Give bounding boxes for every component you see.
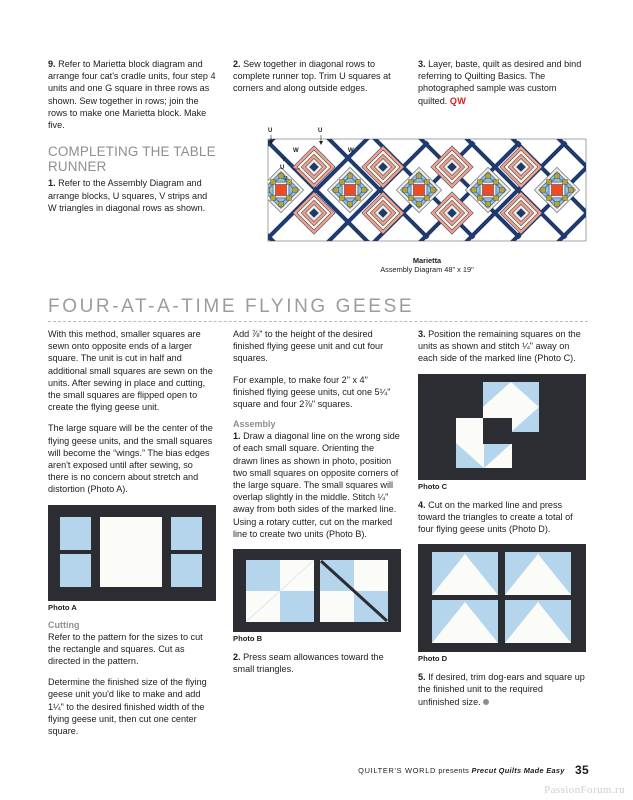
diagram-label-w-2: W — [348, 148, 354, 154]
photo-d-image — [418, 544, 586, 652]
photo-c-pinwheel-svg — [418, 374, 586, 480]
section-divider — [48, 321, 588, 322]
photo-c-image — [418, 374, 586, 480]
sizing-paragraph-2: For example, to make four 2" x 4" finished flying geese units, cut one 5¼" square and four 2⅞" squares. — [233, 374, 391, 410]
section-title: FOUR-AT-A-TIME FLYING GEESE — [48, 296, 415, 317]
step-2-text: 2. Sew together in diagonal rows to complete runner top. Trim U squares at corners and along outside edges. — [233, 59, 391, 94]
step-9-text: 9. Refer to Marietta block diagram and arrange four cat's cradle units, four step 4 units and one G square in three rows as shown. Sew together in rows; join the rows to make one Marietta block. Make five. — [48, 59, 216, 131]
section-header — [48, 296, 588, 322]
photo-a-small-square-4 — [171, 554, 202, 587]
photo-d-caption: Photo D — [418, 654, 448, 664]
assembly-step-2-text: 2. Press seam allowances toward the small triangles. — [233, 652, 384, 675]
assembly-heading: Assembly — [233, 419, 276, 430]
lower-column-left — [48, 328, 216, 746]
cutting-heading: Cutting — [48, 619, 80, 630]
method-intro-paragraph: With this method, smaller squares are sewn onto opposite ends of a larger square. The unit is cut in half and additional small squares are sewn on the units. After sewing in place and cutting, the small squares are flipped open to create the flying geese unit. — [48, 329, 213, 413]
cutting-paragraph-2: Determine the finished size of the flying geese unit you'd like to make and add 1¼" to the desired finished width of the flying geese unit, then cut one center square. — [48, 677, 207, 737]
completing-table-runner-heading: COMPLETING THE TABLE RUNNER — [48, 144, 216, 174]
diagram-caption-subtitle: Assembly Diagram 48" x 19" — [380, 265, 474, 275]
end-of-article-bullet-icon — [483, 699, 489, 705]
method-detail-paragraph: The large square will be the center of the flying geese units, and the small squares will become the “wings.” The bias edges aren't exposed until after sewing, so there is no concern about stretch and distortion (Photo A). — [48, 423, 213, 495]
assembly-step-3-text: 3. Position the remaining squares on the units as shown and stitch ¼" away on each side of the marked line (Photo C). — [418, 329, 581, 364]
diagram-caption-title: Marietta — [412, 256, 442, 265]
photo-d-flying-geese-svg — [418, 544, 586, 652]
diagram-label-u-1: U — [268, 128, 273, 134]
diagram-label-u-2: U — [318, 128, 323, 134]
photo-a-small-square-2 — [60, 554, 91, 587]
footer-presents-label: presents — [438, 766, 470, 775]
photo-a-small-square-1 — [60, 517, 91, 550]
photo-a-image — [48, 505, 216, 601]
lower-column-right — [418, 328, 586, 746]
photo-a-large-square — [100, 517, 162, 587]
top-column-1 — [48, 58, 216, 223]
photo-b-unit-left — [246, 560, 314, 622]
assembly-step-5-body: 5. If desired, trim dog-ears and square up the finished unit to the required unfinished size. — [418, 672, 585, 707]
photo-b-image — [233, 549, 401, 632]
watermark: PassionForum.ru — [544, 784, 625, 796]
footer-book-title: Precut Quilts Made Easy — [471, 766, 565, 775]
cutting-paragraph-1: Refer to the pattern for the sizes to cut the rectangle and squares. Cut as directed in the pattern. — [48, 631, 203, 667]
marietta-quilt-diagram-svg — [262, 130, 592, 250]
assembly-step-4-text: 4. Cut on the marked line and press toward the triangles to create a total of four flying geese units (Photo D). — [418, 499, 573, 535]
diagram-label-v-2: V — [284, 176, 288, 182]
assembly-diagram-figure — [262, 130, 592, 274]
diagram-label-u-3: U — [280, 165, 285, 171]
photo-a-caption: Photo A — [48, 602, 77, 612]
photo-b-right-cut-line — [320, 560, 388, 622]
photo-b-unit-right — [320, 560, 388, 622]
page-footer — [0, 763, 633, 777]
photo-b-left-marked-line — [246, 560, 314, 622]
footer-page-number: 35 — [575, 763, 589, 777]
sizing-paragraph-1: Add ⅞" to the height of the desired finished flying geese unit and cut four squares. — [233, 329, 384, 364]
assembly-step-5-text — [418, 671, 586, 708]
photo-b-caption: Photo B — [233, 634, 263, 644]
lower-column-middle — [233, 328, 401, 746]
completing-step-1-text: 1. Refer to the Assembly Diagram and arrange blocks, U squares, V strips and W triangles in diagonal rows as shown. — [48, 178, 208, 213]
diagram-label-v-1: V — [282, 157, 286, 163]
diagram-label-w-1: W — [293, 148, 299, 154]
diagram-caption — [262, 256, 592, 274]
step-3-text — [418, 58, 586, 107]
photo-a-small-square-3 — [171, 517, 202, 550]
step-3-body: 3. Layer, baste, quilt as desired and bind referring to Quilting Basics. The photographed sample was custom quilted. — [418, 59, 582, 106]
footer-magazine-name: QUILTER'S WORLD — [358, 766, 437, 775]
lower-columns — [48, 328, 588, 746]
qw-endmark: QW — [449, 95, 467, 106]
assembly-diagram-image — [262, 130, 592, 250]
assembly-step-1-text: 1. Draw a diagonal line on the wrong side of each small square. Orienting the drawn lines as shown in photo, position two small squares on opposite corners of the large square. The small squares will overlap slightly in the middle. Stitch ¼" away from both sides of the marked line. Using a rotary cutter, cut on the marked line to create two units (Photo B). — [233, 431, 400, 539]
photo-c-caption: Photo C — [418, 481, 448, 491]
